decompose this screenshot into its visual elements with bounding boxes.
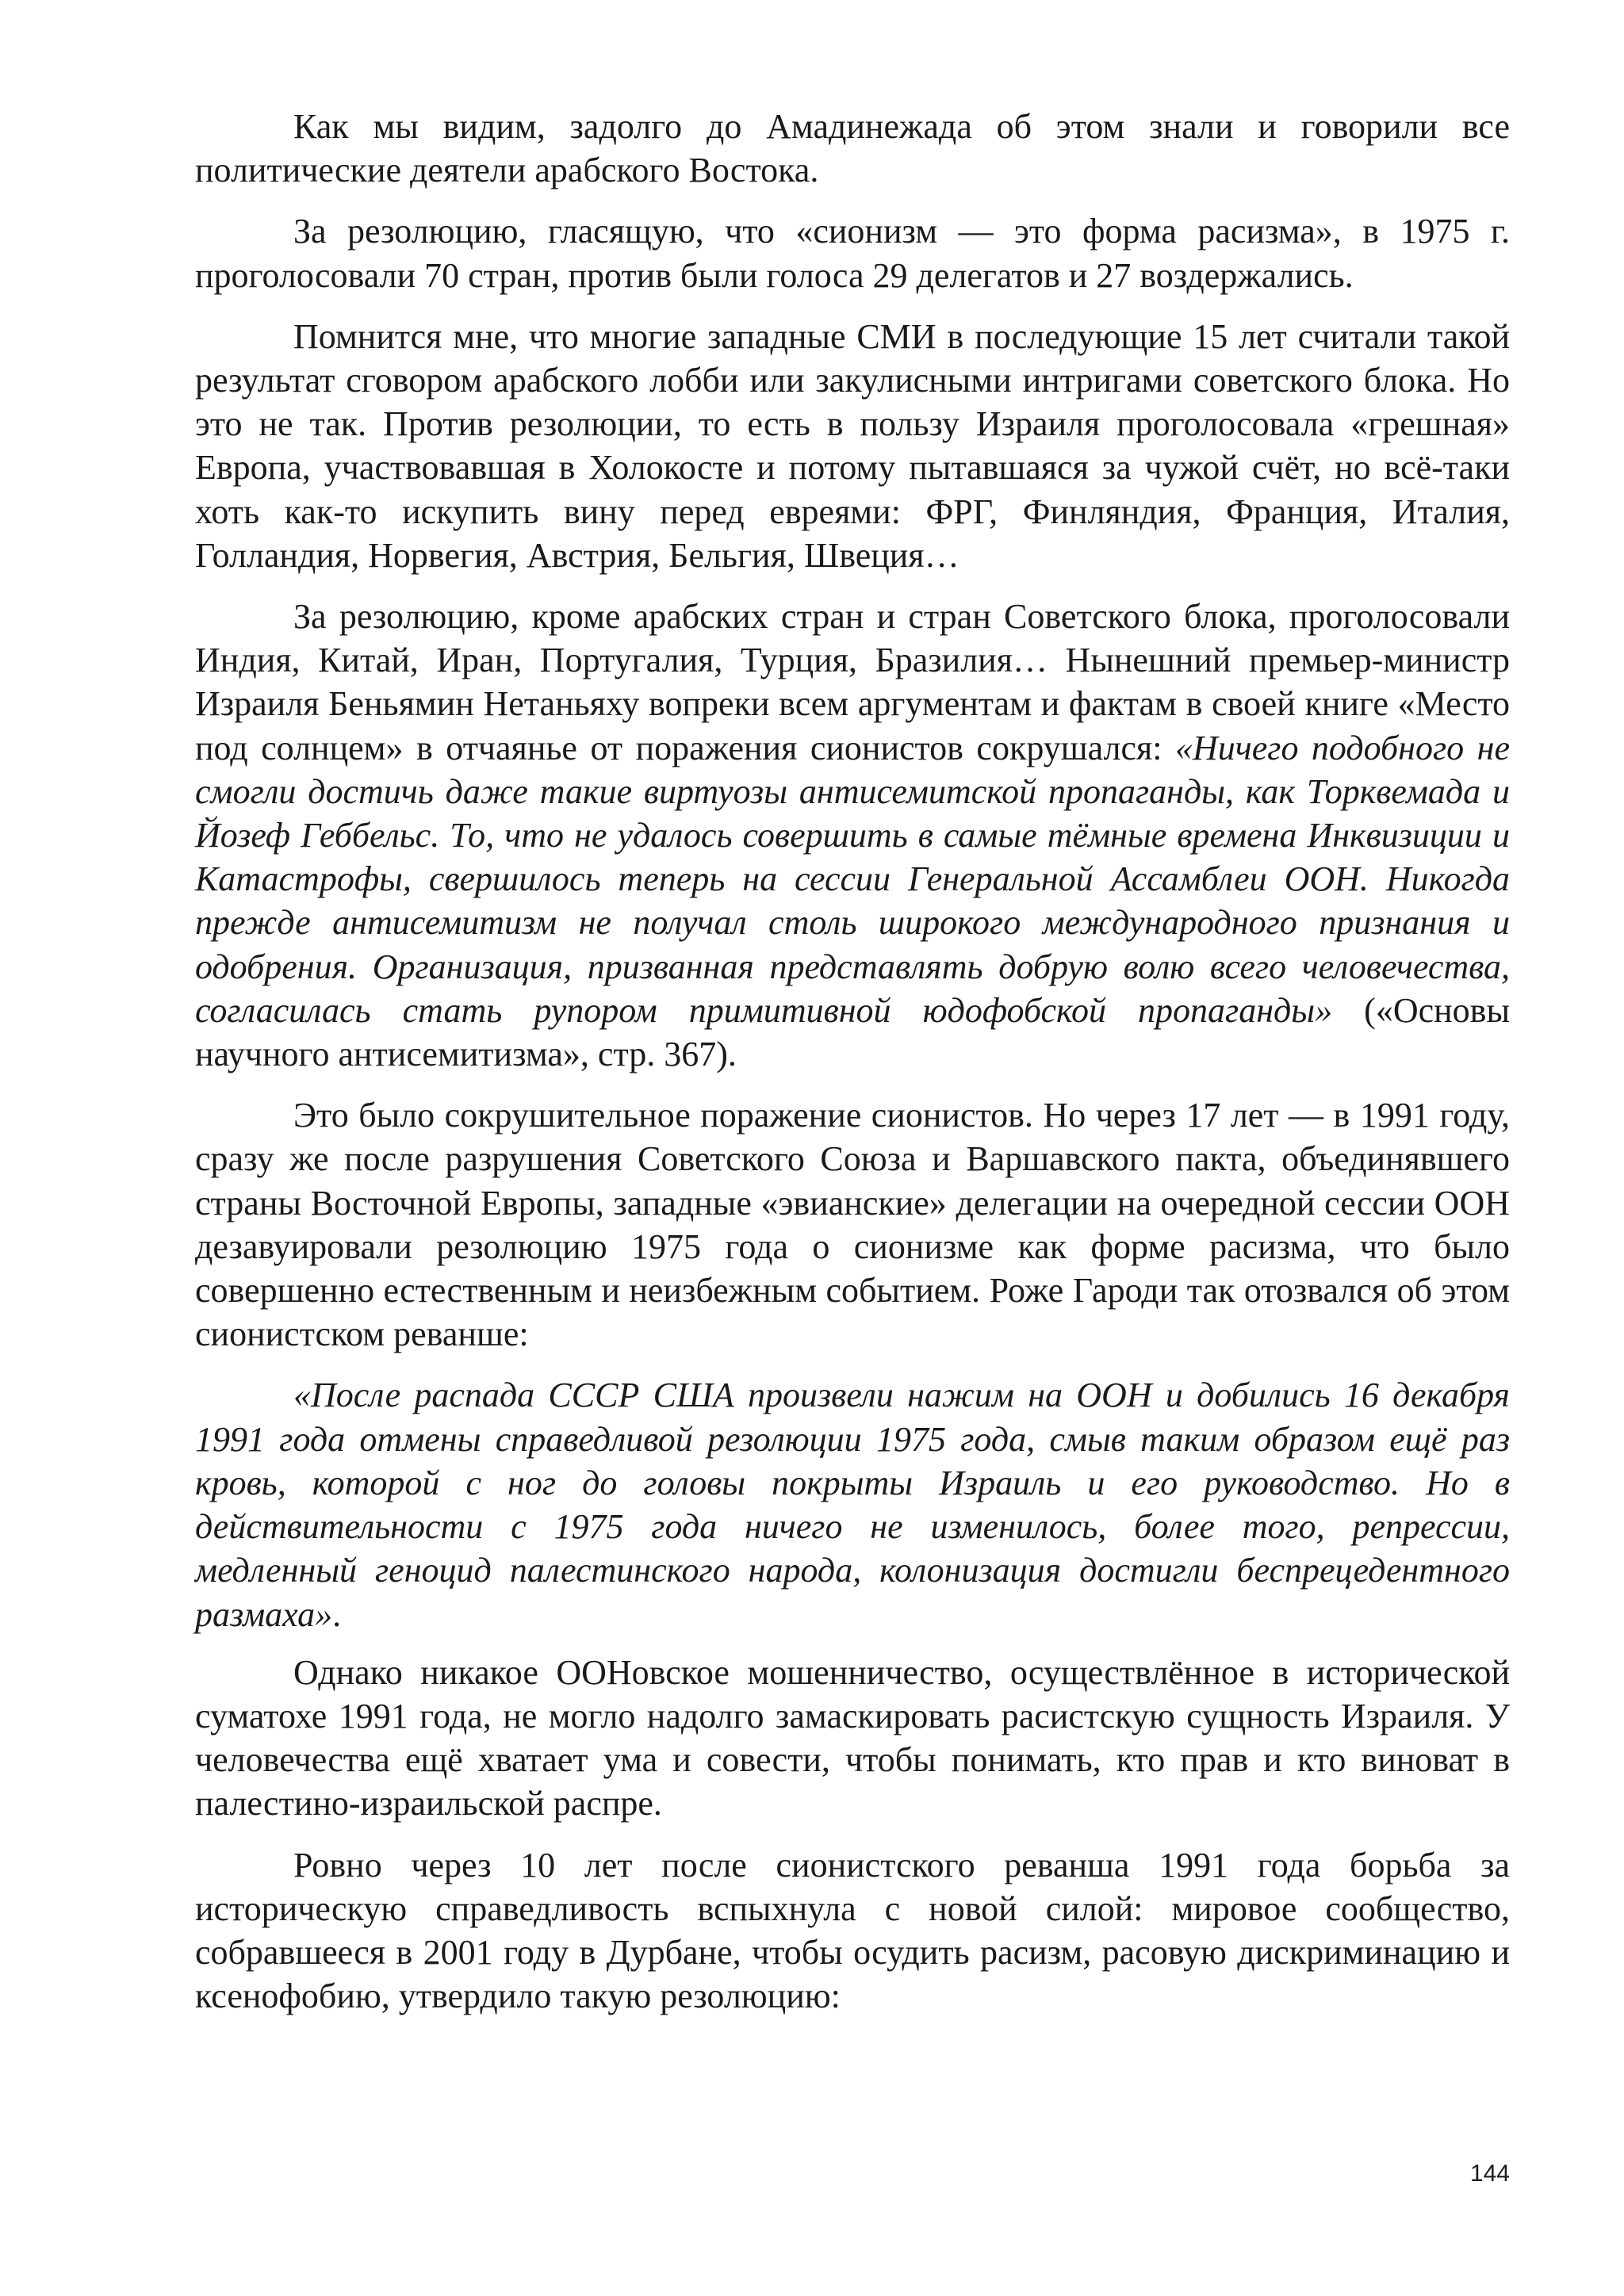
paragraph-4-text: За резолюцию, кроме арабских стран и стран Советского блока, проголосовали Индия, Китай, Иран, Португалия, Турция, Бразилия… Нынешний премьер-министр Израиля Беньямин Нетаньяху вопреки всем аргументам и фактам в своей книге «Место под солнцем» в отчаянье от поражения сионистов сокрушался:	[195, 597, 1510, 767]
paragraph-1: Как мы видим, задолго до Амадинежада об этом знали и говорили все политические деятели арабского Востока.	[195, 107, 1510, 190]
paragraph-8: Ровно через 10 лет после сионистского реванша 1991 года борьба за историческую справедливость вспыхнула с новой силой: мировое сообщество, собравшееся в 2001 году в Дурбане, чтобы осудить расизм, расовую дискриминацию и ксенофобию, утвердило такую резолюцию:	[195, 1845, 1510, 2016]
garaudy-quote-end: .	[332, 1594, 342, 1634]
document-body	[195, 105, 1510, 2035]
page-number: 144	[1469, 2160, 1510, 2187]
paragraph-3: Помнится мне, что многие западные СМИ в последующие 15 лет считали такой результат сговором арабского лобби или закулисными интригами советского блока. Но это не так. Против резолюции, то есть в пользу Израиля проголосовала «грешная» Европа, участвовавшая в Холокосте и потому пытавшаяся за чужой счёт, но всё-таки хоть как-то искупить вину перед евреями: ФРГ, Финляндия, Франция, Италия, Голландия, Норвегия, Австрия, Бельгия, Швеция…	[195, 316, 1510, 575]
paragraph-7: Однако никакое ООНовское мошенничество, осуществлённое в исторической суматохе 1991 года, не могло надолго замаскировать расистскую сущность Израиля. У человечества ещё хватает ума и совести, чтобы понимать, кто прав и кто виноват в палестино-израильской распре.	[195, 1652, 1510, 1823]
paragraph-6-quote	[195, 1373, 1510, 1636]
paragraph-5: Это было сокрушительное поражение сионистов. Но через 17 лет — в 1991 году, сразу же после разрушения Советского Союза и Варшавского пакта, объединявшего страны Восточной Европы, западные «эвианские» делегации на очередной сессии ООН дезавуировали резолюцию 1975 года о сионизме как форме расизма, что было совершенно естественным и неизбежным событием. Роже Гароди так отозвался об этом сионистском реванше:	[195, 1096, 1510, 1354]
paragraph-4	[195, 595, 1510, 1076]
paragraph-2: За резолюцию, гласящую, что «сионизм — это форма расизма», в 1975 г. проголосовали 70 стран, против были голоса 29 делегатов и 27 воздержались.	[195, 212, 1510, 295]
netanyahu-quote: «Ничего подобного не смогли достичь даже такие виртуозы антисемитской пропаганды, как Торквемада и Йозеф Геббельс. То, что не удалось совершить в самые тёмные времена Инквизиции и Катастрофы, свершилось теперь на сессии Генеральной Ассамблеи ООН. Никогда прежде антисемитизм не получал столь широкого международного признания и одобрения. Организация, призванная представлять добрую волю всего человечества, согласилась стать рупором примитивной юдофобской пропаганды»	[195, 728, 1510, 1030]
paragraph-4-citation: («Основы научного антисемитизма», стр. 367).	[195, 990, 1511, 1074]
garaudy-quote: «После распада СССР США произвели нажим на ООН и добились 16 декабря 1991 года отмены справедливой резолюции 1975 года, смыв таким образом ещё раз кровь, которой с ног до головы покрыты Израиль и его руководство. Но в действительности с 1975 года ничего не изменилось, более того, репрессии, медленный геноцид палестинского народа, колонизация достигли беспрецедентного размаха»	[195, 1376, 1510, 1634]
